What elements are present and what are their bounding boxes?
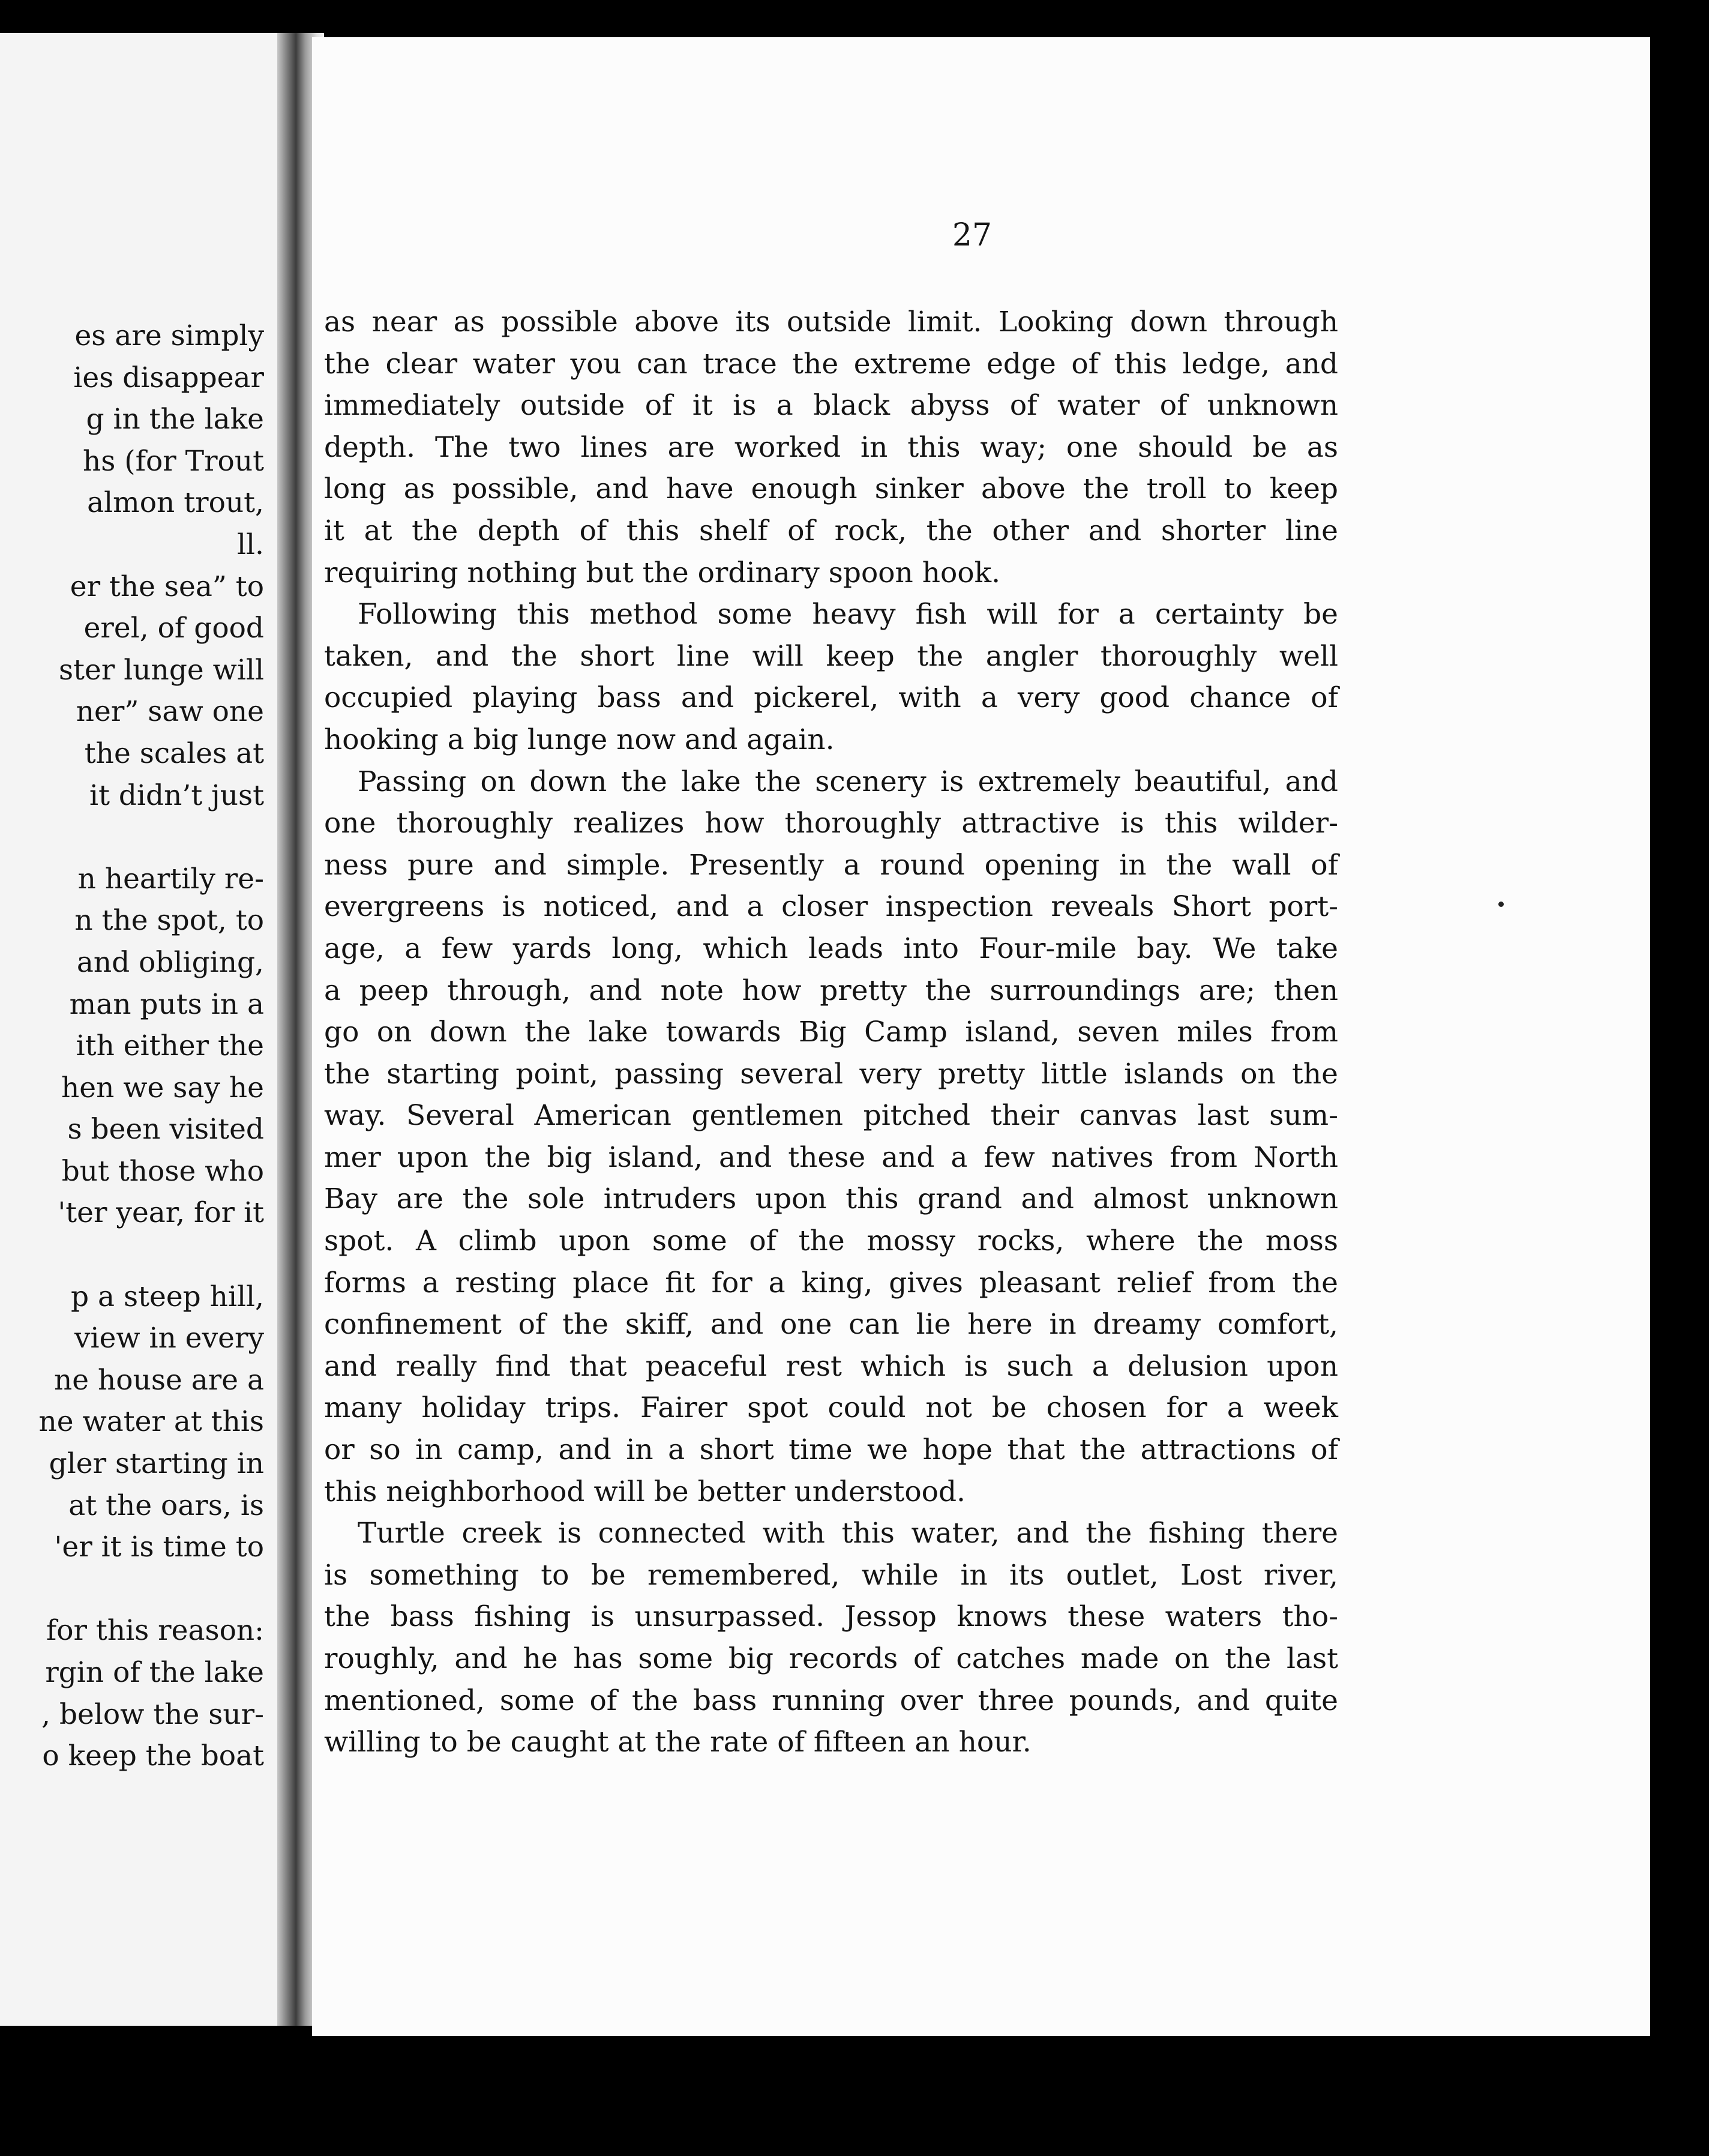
previous-page-text	[0, 315, 264, 1777]
text-line: Following this method some heavy fish will for a certainty be	[358, 598, 1338, 631]
line-gap	[0, 816, 264, 858]
previous-page-line: , below the sur-	[41, 1697, 264, 1731]
text-line: Turtle creek is connected with this water, and the fishing there	[358, 1517, 1338, 1550]
text-line: immediately outside of it is a black abyss of water of unknown	[324, 389, 1338, 423]
text-line: Bay are the sole intruders upon this grand and almost unknown	[324, 1182, 1338, 1216]
text-line: occupied playing bass and pickerel, with a very good chance of	[324, 681, 1338, 715]
previous-page-line: it didn’t just	[89, 778, 264, 812]
previous-page-line: p a steep hill,	[71, 1280, 264, 1313]
previous-page-line: ner” saw one	[76, 695, 264, 729]
text-line: it at the depth of this shelf of rock, the other and shorter line	[324, 514, 1338, 547]
previous-page-line: g in the lake	[86, 403, 264, 436]
text-line: one thoroughly realizes how thoroughly attractive is this wilder-	[324, 807, 1338, 840]
text-line: willing to be caught at the rate of fifteen an hour.	[324, 1726, 1032, 1759]
text-line: is something to be remembered, while in its outlet, Lost river,	[324, 1558, 1338, 1592]
text-line: a peep through, and note how pretty the surroundings are; then	[324, 974, 1338, 1007]
previous-page-line: o keep the boat	[42, 1739, 264, 1773]
previous-page-line: ne water at this	[38, 1405, 264, 1439]
paragraph	[324, 301, 1338, 594]
text-line: forms a resting place fit for a king, gives pleasant relief from the	[324, 1266, 1338, 1299]
text-line: taken, and the short line will keep the angler thoroughly well	[324, 639, 1338, 673]
previous-page-line: ies disappear	[73, 361, 264, 394]
text-line: the clear water you can trace the extreme edge of this ledge, and	[324, 347, 1338, 381]
previous-page-line: 'ter year, for it	[58, 1196, 264, 1230]
text-line: depth. The two lines are worked in this way; one should be as	[324, 430, 1338, 464]
text-line: evergreens is noticed, and a closer inspection reveals Short port-	[324, 890, 1338, 924]
text-line: the bass fishing is unsurpassed. Jessop knows these waters tho-	[324, 1600, 1338, 1634]
line-gap	[0, 1568, 264, 1610]
paragraph	[324, 594, 1338, 760]
text-line: confinement of the skiff, and one can lie here in dreamy comfort,	[324, 1308, 1338, 1341]
text-line: this neighborhood will be better understood.	[324, 1475, 966, 1508]
text-line: mer upon the big island, and these and a few natives from North	[324, 1140, 1338, 1174]
text-line: or so in camp, and in a short time we hope that the attractions of	[324, 1433, 1338, 1467]
previous-page-line: ith either the	[76, 1029, 264, 1063]
text-line: spot. A climb upon some of the mossy rocks, where the moss	[324, 1224, 1338, 1258]
previous-page-line: ll.	[236, 528, 264, 561]
text-line: way. Several American gentlemen pitched their canvas last sum-	[324, 1099, 1338, 1133]
scan-speck	[1498, 902, 1504, 907]
previous-page-line: but those who	[61, 1154, 264, 1188]
previous-page-fragment	[0, 33, 282, 2026]
text-line: go on down the lake towards Big Camp island, seven miles from	[324, 1016, 1338, 1049]
previous-page-line: for this reason:	[46, 1614, 264, 1648]
previous-page-line: erel, of good	[83, 612, 264, 645]
text-line: hooking a big lunge now and again.	[324, 723, 835, 756]
paragraph	[324, 761, 1338, 1513]
previous-page-line: ne house are a	[54, 1363, 264, 1397]
text-line: roughly, and he has some big records of catches made on the last	[324, 1642, 1338, 1675]
previous-page-line: at the oars, is	[68, 1489, 264, 1522]
page-number: 27	[952, 217, 993, 253]
line-gap	[0, 1234, 264, 1276]
text-line: and really find that peaceful rest which is such a delusion upon	[324, 1349, 1338, 1383]
current-page	[312, 37, 1650, 2036]
text-line: age, a few yards long, which leads into Four-mile bay. We take	[324, 932, 1338, 965]
previous-page-line: es are simply	[74, 319, 264, 352]
paragraph	[324, 1513, 1338, 1763]
previous-page-line: 'er it is time to	[54, 1531, 264, 1564]
previous-page-line: hs (for Trout	[82, 444, 264, 478]
previous-page-line: and obliging,	[76, 945, 264, 979]
text-line: mentioned, some of the bass running over three pounds, and quite	[324, 1684, 1338, 1717]
previous-page-line: almon trout,	[87, 486, 264, 520]
previous-page-line: hen we say he	[61, 1071, 264, 1104]
previous-page-line: n the spot, to	[74, 904, 264, 938]
previous-page-line: rgin of the lake	[45, 1656, 264, 1689]
previous-page-line: n heartily re-	[77, 862, 264, 896]
previous-page-line: gler starting in	[49, 1447, 264, 1481]
text-line: Passing on down the lake the scenery is extremely beautiful, and	[358, 765, 1338, 798]
previous-page-line: ster lunge will	[59, 653, 264, 687]
text-line: the starting point, passing several very pretty little islands on the	[324, 1057, 1338, 1091]
previous-page-line: er the sea” to	[70, 570, 264, 603]
page-body-text	[324, 301, 1338, 1763]
previous-page-line: s been visited	[67, 1113, 264, 1146]
text-line: long as possible, and have enough sinker above the troll to keep	[324, 472, 1338, 506]
previous-page-line: man puts in a	[69, 987, 264, 1021]
text-line: as near as possible above its outside limit. Looking down through	[324, 306, 1338, 339]
previous-page-line: the scales at	[84, 736, 264, 770]
previous-page-line: view in every	[74, 1322, 264, 1355]
text-line: requiring nothing but the ordinary spoon hook.	[324, 556, 1001, 589]
text-line: ness pure and simple. Presently a round opening in the wall of	[324, 848, 1338, 882]
text-line: many holiday trips. Fairer spot could not be chosen for a week	[324, 1391, 1338, 1425]
